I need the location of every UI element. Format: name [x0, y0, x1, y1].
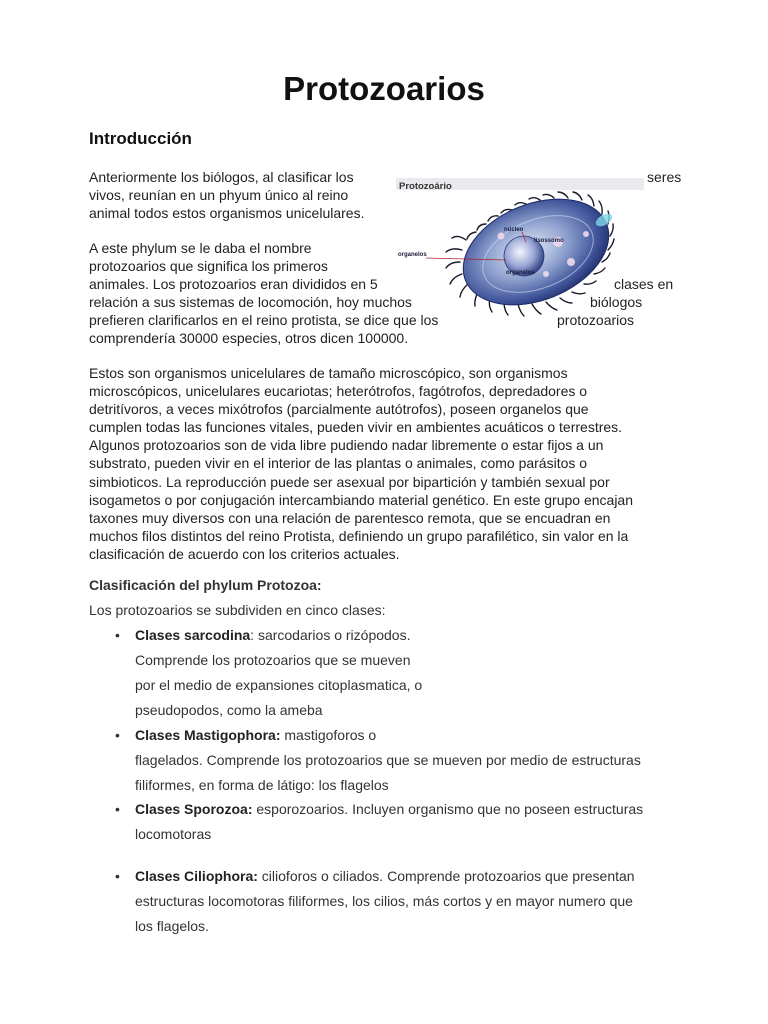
- bullet-label: Clases Sporozoa:: [135, 801, 253, 817]
- text-line: detritívoros, a veces mixótrofos (parcialmente autótrofos), poseen organelos que: [89, 401, 589, 418]
- bullet-label: Clases sarcodina: [135, 627, 251, 643]
- bullet-text: por el medio de expansiones citoplasmatica, o: [135, 677, 423, 693]
- text-line: Anteriormente los biólogos, al clasificar los: [89, 169, 354, 185]
- bullet-text: : sarcodarios o rizópodos.: [250, 627, 411, 643]
- bullet-text: locomotoras: [135, 826, 212, 842]
- text-line: isogametos o por conjugación intercambiando material genético. En este grupo encajan: [89, 491, 634, 508]
- text-line: protozoarios que significa los primeros: [89, 258, 328, 275]
- bullet-text: cilioforos o ciliados. Comprende protozoarios que presentan: [257, 868, 635, 884]
- text-line: cumplen todas las funciones vitales, pueden vivir en ambientes acuáticos o terrestres.: [89, 419, 623, 436]
- protozoan-illustration: [396, 170, 644, 332]
- bullet-text: flagelados. Comprende los protozoarios que se mueven por medio de estructuras: [135, 752, 641, 768]
- bullet-text: Comprende los protozoarios que se mueven: [135, 652, 411, 668]
- label-nucleo: núcleo: [504, 227, 524, 233]
- phylum-right-word: biólogos: [590, 294, 643, 310]
- list-item: [115, 623, 423, 723]
- list-item: [115, 797, 644, 847]
- text-line: A este phylum se le daba el nombre: [89, 240, 312, 256]
- classification-lead: Los protozoarios se subdividen en cinco clases:: [89, 602, 386, 618]
- text-line: animales. Los protozoarios eran divididos en 5: [89, 276, 378, 293]
- text-line: Estos son organismos unicelulares de tamaño microscópico, son organismos: [89, 365, 568, 381]
- label-organelos-2: organelos: [506, 270, 535, 276]
- bullet-label: Clases Ciliophora:: [135, 868, 258, 884]
- label-organelos: organelos: [398, 252, 427, 258]
- text-line: microscópicos, unicelulares eucariotas; heterótrofos, fagótrofos, depredadores o: [89, 383, 588, 400]
- text-line: prefieren clarificarlos en el reino protista, se dice que los: [89, 312, 439, 329]
- text-line: relación a sus sistemas de locomoción, hoy muchos: [89, 294, 412, 311]
- phylum-right-word: clases en: [614, 276, 674, 292]
- text-line: comprendería 30000 especies, otros dicen 100000.: [89, 330, 409, 347]
- classification-heading: Clasificación del phylum Protozoa:: [89, 577, 322, 593]
- bullet-icon: •: [115, 868, 120, 884]
- bullet-icon: •: [115, 627, 120, 643]
- text-line: clasificación de acuerdo con los criterios actuales.: [89, 545, 400, 562]
- text-line: animal todos estos organismos unicelulares.: [89, 205, 365, 222]
- text-line: Algunos protozoarios son de vida libre pudiendo nadar libremente o estar fijos a un: [89, 437, 604, 454]
- body-paragraph: [89, 364, 689, 563]
- page-title: Protozoarios: [283, 70, 485, 107]
- list-item: [115, 864, 635, 939]
- bullet-icon: •: [115, 727, 120, 743]
- text-line: substrato, pueden vivir en el interior de las plantas o animales, como parásitos o: [89, 455, 588, 472]
- text-line: taxones muy diversos con una relación de parentesco remota, que se encuadran en: [89, 509, 611, 526]
- bullet-text: estructuras locomotoras filiformes, los cilios, más cortos y en mayor numero que: [135, 893, 633, 909]
- phylum-right-word: protozoarios: [557, 312, 635, 328]
- figure-title: Protozoário: [399, 181, 452, 192]
- bullet-text: pseudopodos, como la ameba: [135, 702, 323, 718]
- label-lisossomo: lisossomo: [534, 238, 564, 244]
- text-line: simbioticos. La reproducción puede ser asexual por bipartición y también sexual por: [89, 473, 610, 490]
- intro-heading: Introducción: [89, 129, 192, 148]
- text-line: vivos, reunían en un phyum único al reino: [89, 187, 349, 204]
- text-line: muchos filos distintos del reino Protista, definiendo un grupo parafilético, sin valor en la: [89, 527, 629, 544]
- bullet-icon: •: [115, 801, 120, 817]
- bullet-text: mastigoforos o: [280, 727, 377, 743]
- bullet-text: esporozoarios. Incluyen organismo que no poseen estructuras: [252, 801, 644, 817]
- bullet-text: los flagelos.: [135, 918, 209, 934]
- list-item: [115, 723, 641, 798]
- intro-right-word: seres: [647, 169, 682, 185]
- bullet-label: Clases Mastigophora:: [135, 727, 281, 743]
- bullet-text: filiformes, en forma de látigo: los flagelos: [135, 777, 389, 793]
